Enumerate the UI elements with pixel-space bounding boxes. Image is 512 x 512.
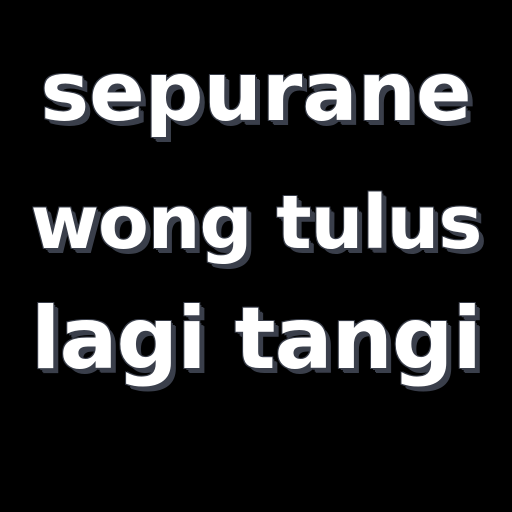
caption-line-1: sepurane [40,45,472,140]
caption-line-3: lagi tangi [31,289,481,389]
caption-line-2: wong tulus [30,180,482,266]
